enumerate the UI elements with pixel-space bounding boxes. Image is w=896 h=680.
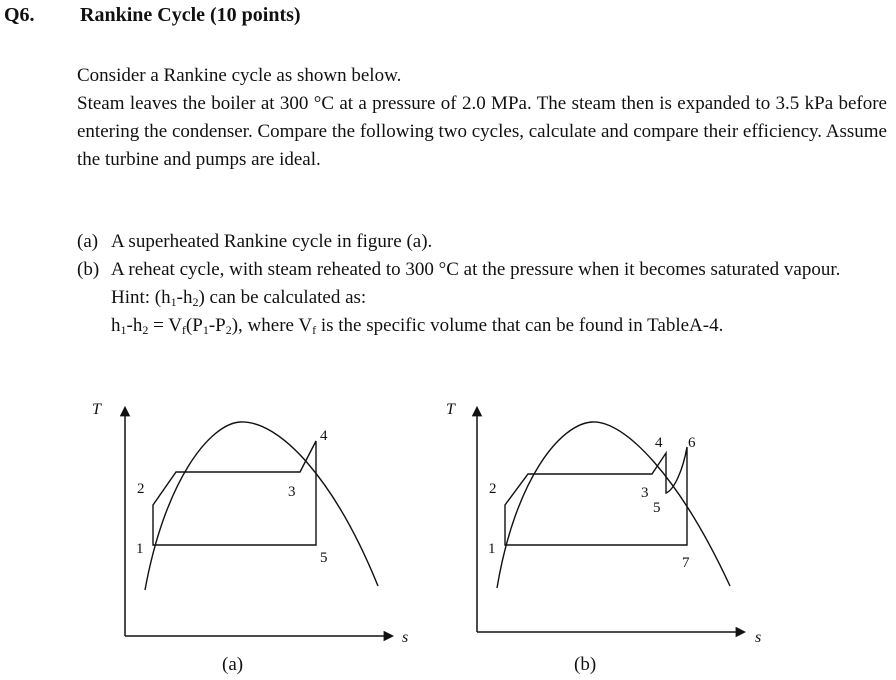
figure-b-point-2: 2 — [489, 481, 497, 497]
figure-b-s-label: s — [755, 629, 762, 646]
figure-a — [92, 401, 408, 675]
intro-paragraph: Steam leaves the boiler at 300 °C at a pressure of 2.0 MPa. The steam then is expanded to 3.5 kPa before entering the condenser. Compare the following two cycles, calculate and compare their efficiency. Assume the turbine and pumps are ideal. — [77, 93, 887, 170]
figure-b-point-4: 4 — [655, 435, 663, 451]
figure-b-point-1: 1 — [488, 541, 496, 557]
part-a-label: (a) — [77, 231, 99, 252]
figure-a-t-label: T — [92, 401, 101, 418]
part-b-text: A reheat cycle, with steam reheated to 300 °C at the pressure when it becomes saturated vapour. — [111, 259, 841, 280]
figure-a-point-5: 5 — [320, 550, 328, 566]
intro-first-line: Consider a Rankine cycle as shown below. — [77, 65, 402, 86]
figure-b-caption: (b) — [574, 654, 597, 675]
part-a-text: A superheated Rankine cycle in figure (a). — [111, 231, 433, 252]
question-title: Rankine Cycle (10 points) — [80, 4, 301, 26]
part-b-label: (b) — [77, 259, 100, 280]
figure-a-s-label: s — [402, 629, 409, 646]
figure-b-t-label: T — [446, 401, 455, 418]
figure-b-point-7: 7 — [682, 555, 690, 571]
figure-a-point-2: 2 — [137, 481, 145, 497]
figure-a-point-3: 3 — [288, 484, 296, 500]
figure-b-point-5: 5 — [653, 500, 661, 516]
question-number: Q6. — [4, 4, 35, 26]
hint-formula: $h_1-h_2 = V_f(P_1-P_2)$, where $V_f$ is the specific volume that can be found in TableA-4. — [111, 315, 724, 337]
figure-b-point-6: 6 — [688, 435, 696, 451]
figure-b — [446, 401, 761, 675]
figure-a-saturation-dome — [145, 422, 378, 590]
figure-a-point-4: 4 — [320, 428, 328, 444]
figure-a-point-1: 1 — [136, 541, 144, 557]
figure-b-point-3: 3 — [641, 485, 649, 501]
hint-line: Hint: $(h_1-h_2)$ can be calculated as: — [111, 287, 367, 309]
figure-b-cycle — [505, 447, 687, 545]
figure-a-caption: (a) — [222, 654, 244, 675]
